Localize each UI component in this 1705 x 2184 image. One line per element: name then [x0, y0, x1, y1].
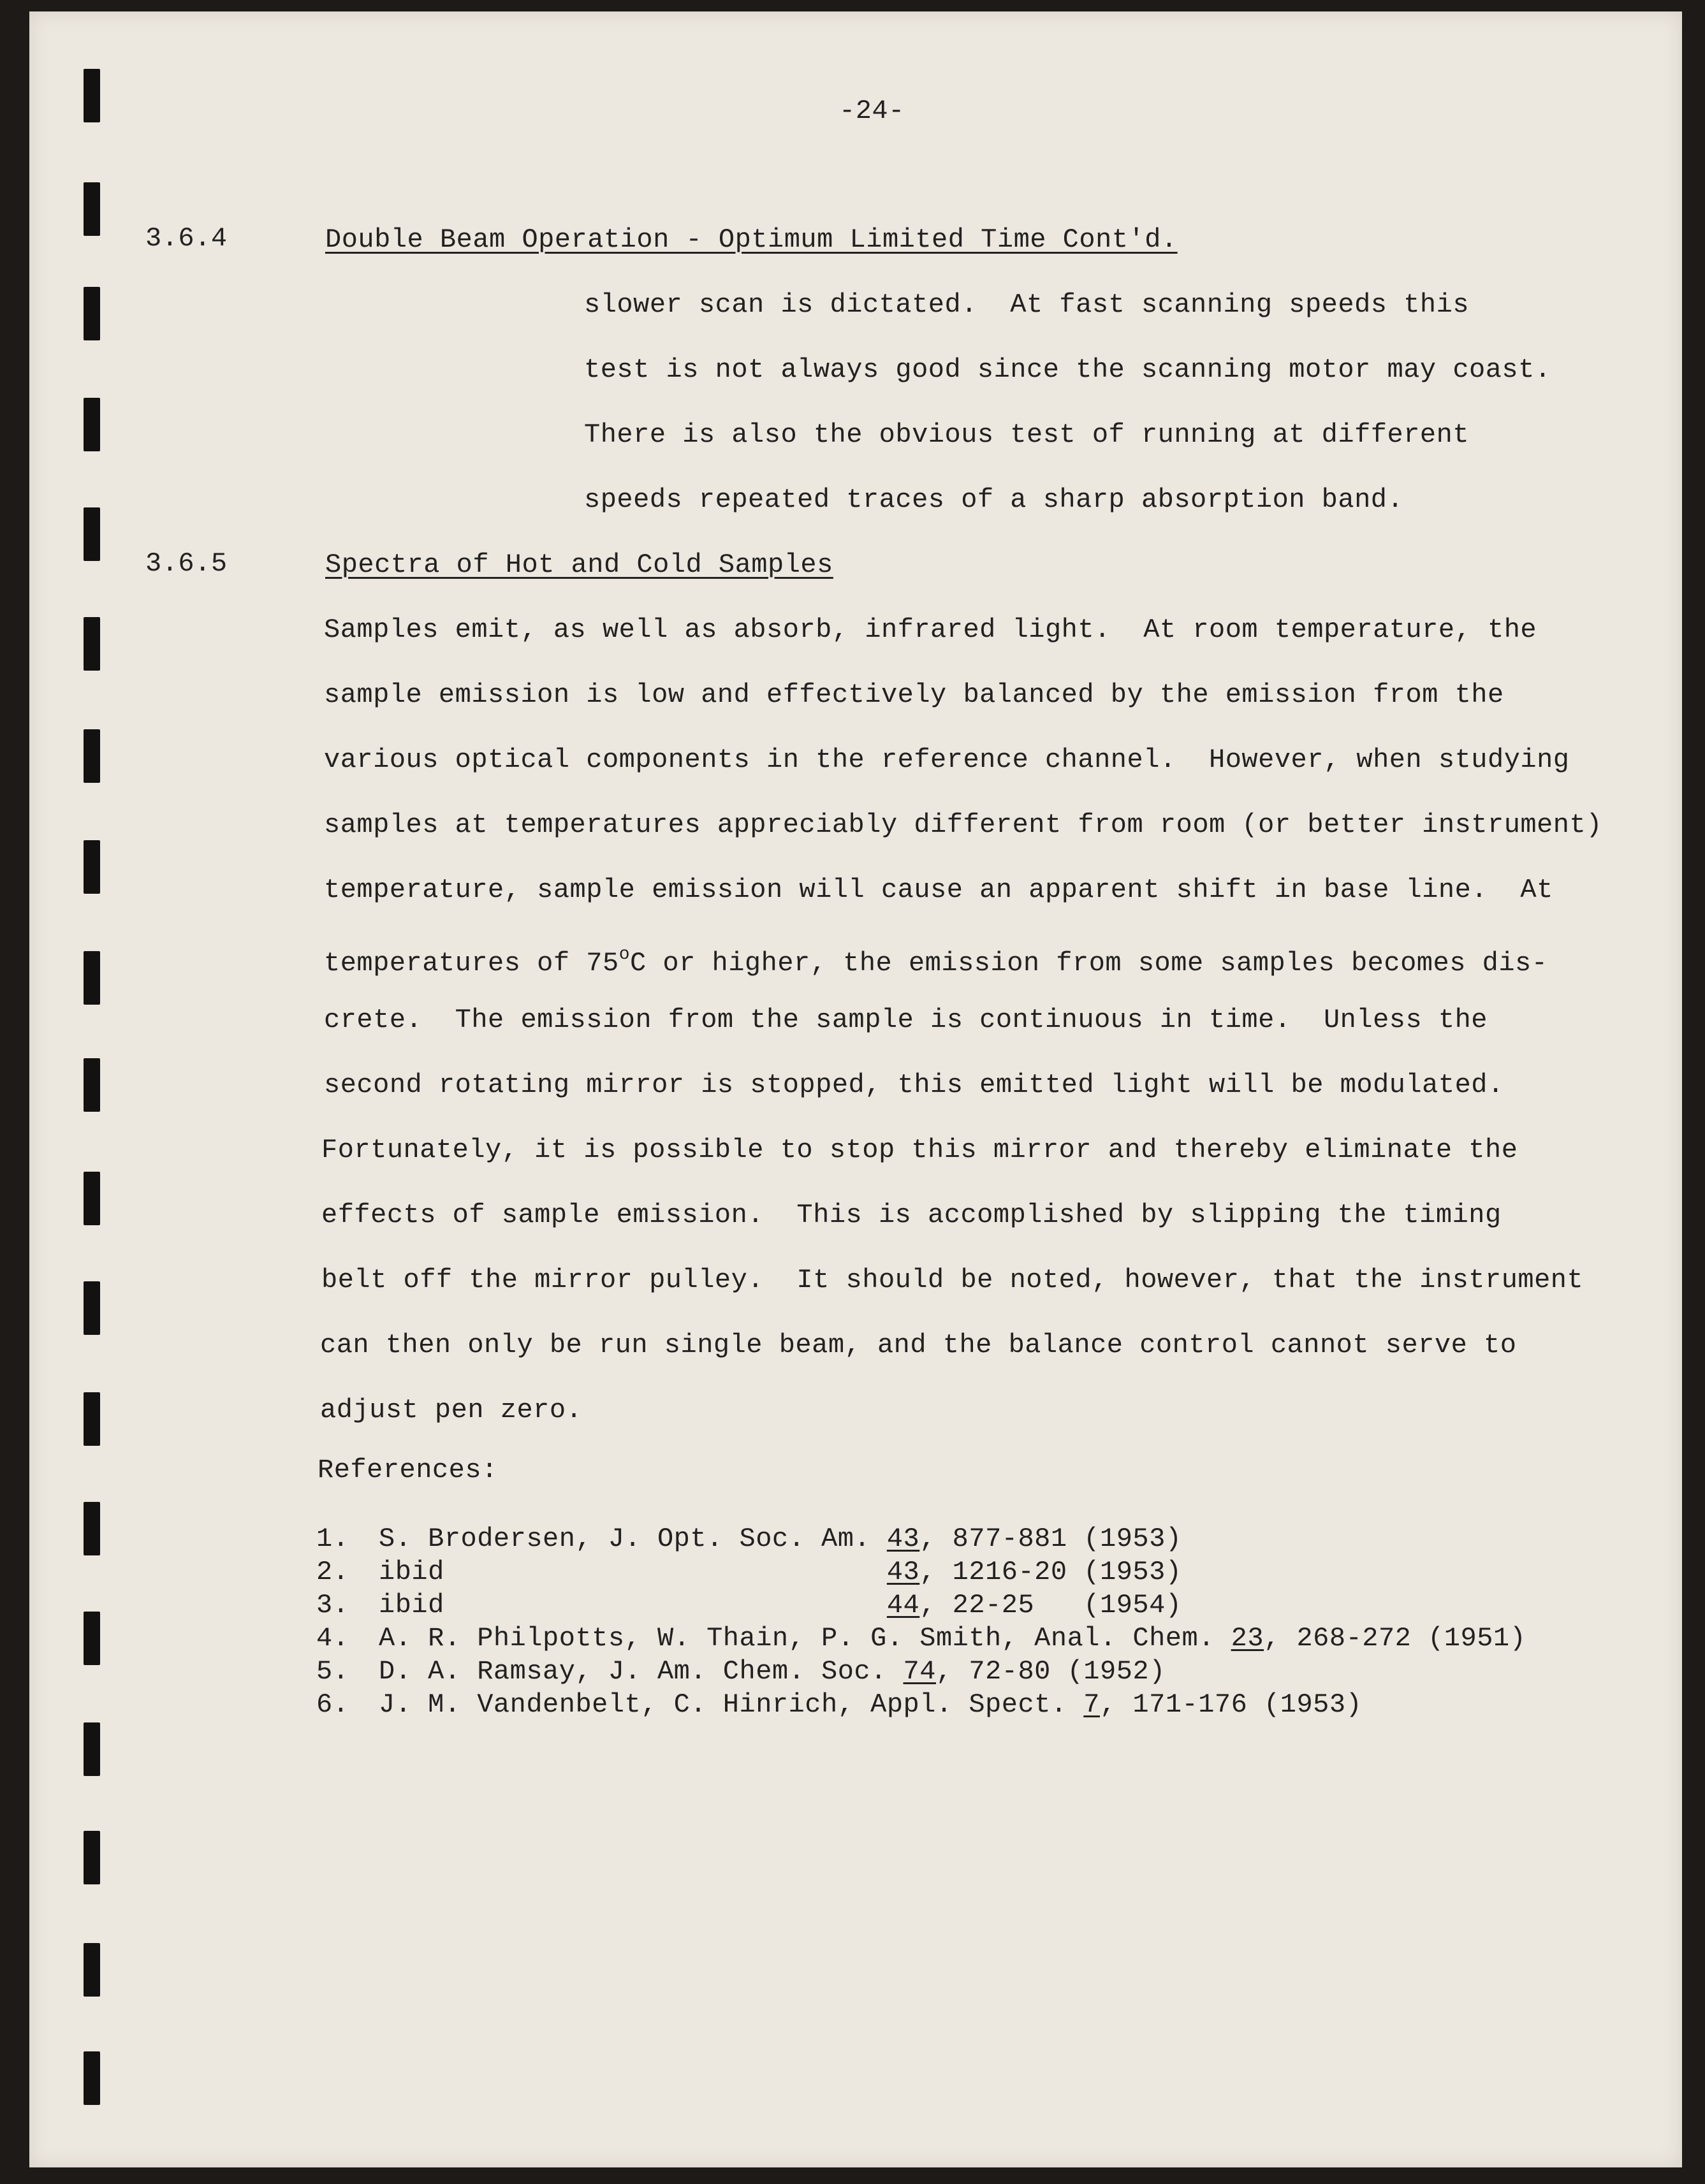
binding-hole	[84, 840, 100, 894]
reference-source: ibid	[379, 1590, 887, 1620]
reference-number: 3.	[316, 1590, 349, 1620]
reference-item	[316, 1522, 1182, 1555]
paragraph-line: samples at temperatures appreciably different from room (or better instrument)	[324, 810, 1602, 840]
reference-volume: 23	[1231, 1623, 1264, 1654]
reference-volume: 7	[1083, 1689, 1100, 1720]
reference-source: J. M. Vandenbelt, C. Hinrich, Appl. Spect.	[379, 1689, 1084, 1720]
reference-pages-year: , 22-25 (1954)	[919, 1590, 1182, 1620]
binding-hole	[84, 617, 100, 671]
paragraph-line: slower scan is dictated. At fast scanning speeds this	[584, 289, 1470, 320]
reference-pages-year: , 1216-20 (1953)	[919, 1557, 1182, 1587]
section-number: 3.6.4	[145, 223, 228, 254]
binding-hole	[84, 1281, 100, 1335]
binding-hole	[84, 1722, 100, 1776]
page-number: -24-	[839, 96, 905, 126]
reference-volume: 74	[903, 1656, 936, 1687]
section-heading: Double Beam Operation - Optimum Limited Time Cont'd.	[325, 224, 1178, 255]
degree-superscript: o	[618, 945, 630, 965]
section-heading: Spectra of Hot and Cold Samples	[325, 550, 833, 580]
reference-number: 2.	[316, 1557, 349, 1587]
reference-number: 4.	[316, 1623, 349, 1654]
paragraph-line	[324, 938, 1548, 980]
temperature-text-continued: C or higher, the emission from some samples becomes dis-	[630, 948, 1548, 979]
binding-hole	[84, 951, 100, 1005]
binding-hole	[84, 182, 100, 236]
binding-hole	[84, 1831, 100, 1884]
reference-number: 1.	[316, 1524, 349, 1554]
binding-hole	[84, 729, 100, 783]
binding-hole	[84, 507, 100, 561]
binding-hole	[84, 1172, 100, 1225]
reference-volume: 43	[886, 1557, 920, 1587]
temperature-text: temperatures of 75	[324, 948, 619, 979]
reference-number: 6.	[316, 1689, 349, 1720]
binding-hole	[84, 69, 100, 122]
paragraph-line: various optical components in the reference channel. However, when studying	[324, 745, 1570, 775]
reference-source: D. A. Ramsay, J. Am. Chem. Soc.	[379, 1656, 904, 1687]
reference-source: ibid	[379, 1557, 887, 1587]
paragraph-line: second rotating mirror is stopped, this emitted light will be modulated.	[324, 1070, 1504, 1100]
reference-item	[316, 1622, 1526, 1655]
reference-item	[316, 1655, 1166, 1688]
paragraph-line: Samples emit, as well as absorb, infrared light. At room temperature, the	[324, 615, 1537, 645]
paragraph-line: belt off the mirror pulley. It should be noted, however, that the instrument	[321, 1265, 1584, 1295]
reference-source: A. R. Philpotts, W. Thain, P. G. Smith, Anal. Chem.	[379, 1623, 1231, 1654]
reference-volume: 43	[886, 1524, 920, 1554]
reference-item	[316, 1688, 1362, 1721]
references-heading: References:	[318, 1455, 498, 1485]
paragraph-line: crete. The emission from the sample is continuous in time. Unless the	[324, 1005, 1488, 1035]
reference-pages-year: , 877-881 (1953)	[919, 1524, 1182, 1554]
paragraph-line: effects of sample emission. This is accomplished by slipping the timing	[321, 1200, 1502, 1230]
reference-number: 5.	[316, 1656, 349, 1687]
paragraph-line: test is not always good since the scanning motor may coast.	[584, 354, 1551, 385]
reference-pages-year: , 171-176 (1953)	[1100, 1689, 1363, 1720]
binding-hole	[84, 1392, 100, 1446]
paragraph-line: can then only be run single beam, and the balance control cannot serve to	[320, 1330, 1517, 1360]
binding-hole	[84, 1612, 100, 1665]
reference-item	[316, 1555, 1182, 1589]
paragraph-line: speeds repeated traces of a sharp absorption band.	[584, 484, 1404, 515]
binding-hole	[84, 1943, 100, 1997]
paragraph-line: sample emission is low and effectively balanced by the emission from the	[324, 680, 1504, 710]
paragraph-line: adjust pen zero.	[320, 1395, 583, 1425]
reference-item	[316, 1589, 1182, 1622]
binding-hole	[84, 398, 100, 451]
reference-source: S. Brodersen, J. Opt. Soc. Am.	[379, 1524, 887, 1554]
paragraph-line: Fortunately, it is possible to stop this mirror and thereby eliminate the	[321, 1135, 1518, 1165]
binding-hole	[84, 2051, 100, 2105]
section-number: 3.6.5	[145, 548, 228, 579]
reference-volume: 44	[886, 1590, 920, 1620]
paragraph-line: There is also the obvious test of running at different	[584, 419, 1470, 450]
paragraph-line: temperature, sample emission will cause an apparent shift in base line. At	[324, 875, 1553, 905]
reference-pages-year: , 268-272 (1951)	[1264, 1623, 1526, 1654]
binding-hole	[84, 287, 100, 340]
binding-hole	[84, 1502, 100, 1555]
reference-pages-year: , 72-80 (1952)	[935, 1656, 1166, 1687]
binding-hole	[84, 1058, 100, 1112]
